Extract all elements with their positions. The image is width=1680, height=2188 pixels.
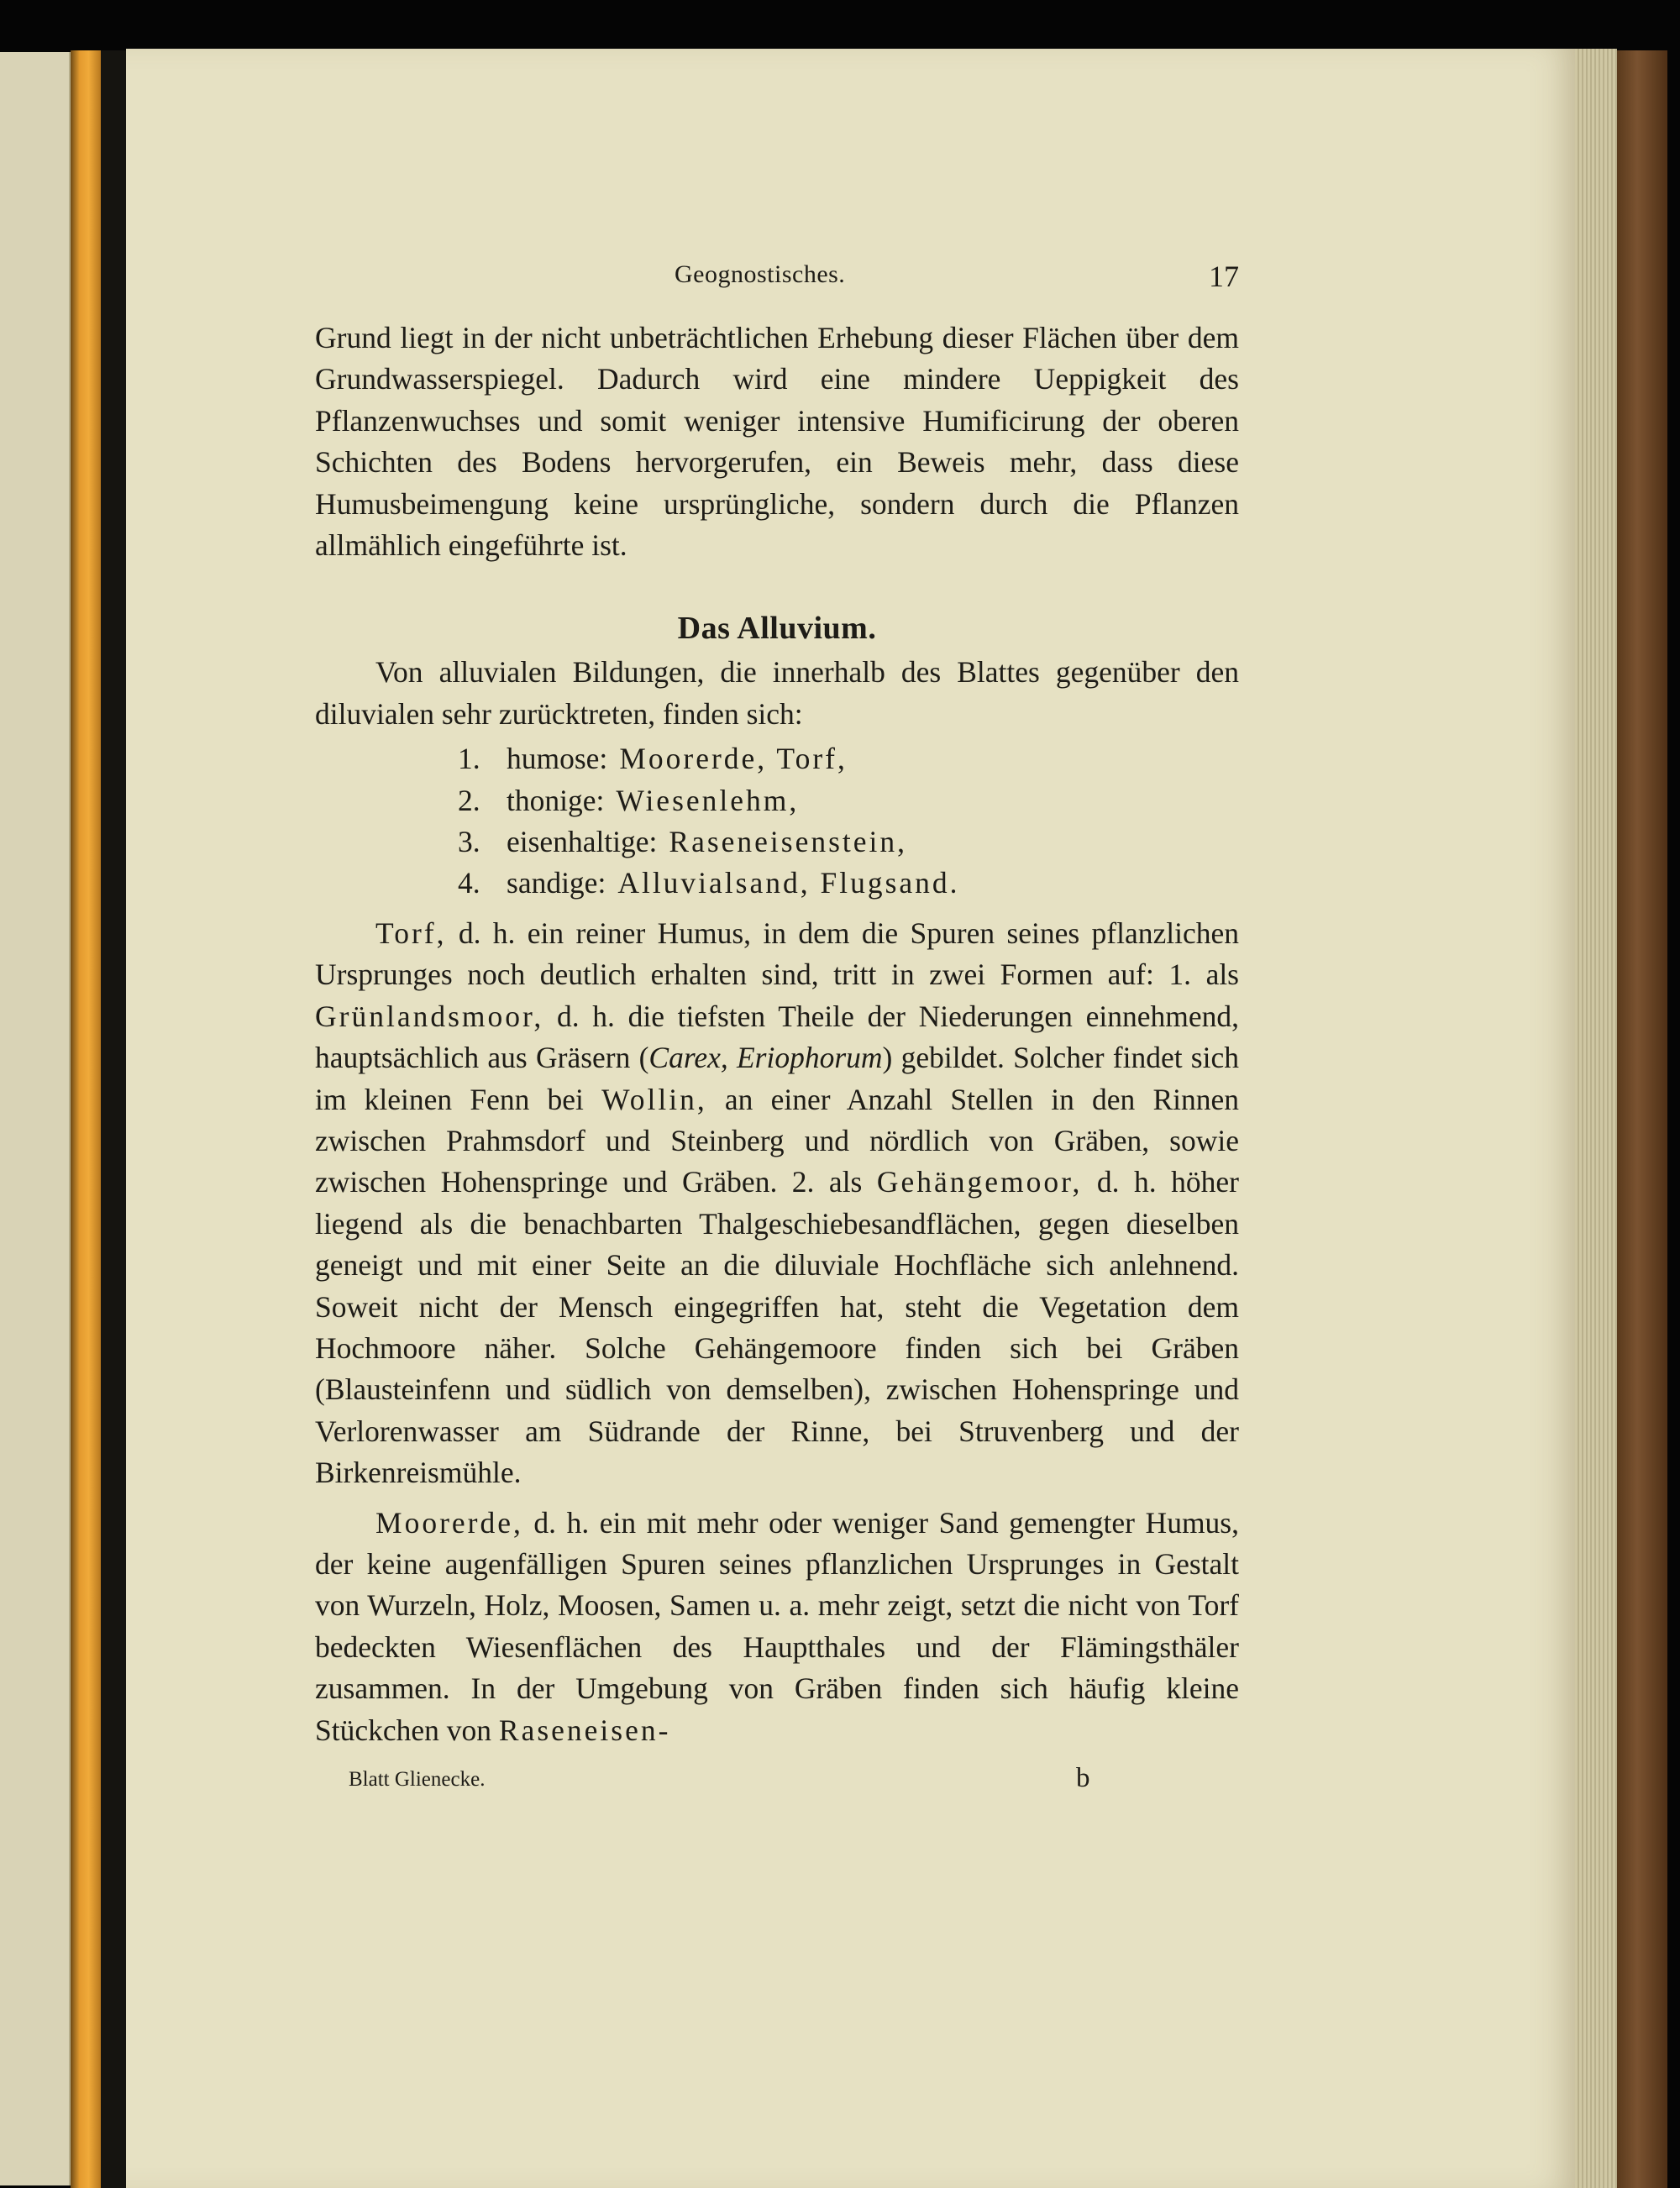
term-gehaengemoor: Gehängemoor, — [876, 1165, 1083, 1199]
list-item — [458, 821, 1239, 863]
list-number: 2. — [458, 783, 480, 817]
book-cover — [1617, 50, 1667, 2188]
moorerde-paragraph — [315, 1503, 1239, 1751]
binding-gutter — [71, 50, 101, 2188]
list-types: Wiesenlehm, — [616, 783, 800, 817]
list-types: Moorerde, Torf, — [619, 742, 848, 776]
list-number: 4. — [458, 866, 480, 900]
list-types: Raseneisenstein, — [669, 825, 908, 859]
term-raseneisen: Raseneisen- — [498, 1713, 671, 1747]
term-gruenlandsmoor: Grünlandsmoor, — [315, 999, 544, 1033]
list-kind: eisenhaltige: — [507, 825, 658, 859]
section-intro: Von alluvialen Bildungen, die innerhalb des Blattes gegenüber den diluvialen sehr zurücktreten, finden sich: — [315, 655, 1239, 731]
page-text-block — [315, 252, 1239, 1797]
genus-names: Carex, Eriophorum — [648, 1041, 883, 1075]
text-run: d. h. höher liegend als die benachbarten Thalgeschiebesandflächen, gegen dieselben geneigt und mit einer Seite an die diluviale Hochfläche sich anlehnend. Soweit nicht der Mensch eingegriffen hat, steht die Vegetation dem Hochmoore näher. Solche Gehängemoore finden sich bei Gräben (Blausteinfenn und südlich von demselben), zwischen Hohenspringe und Verlorenwasser am Südrande der Rinne, bei Struvenberg und der Birkenreismühle. — [315, 1165, 1239, 1490]
list-number: 1. — [458, 742, 480, 776]
list-item — [458, 863, 1239, 904]
printer-signature: b — [1076, 1763, 1090, 1793]
text-run: d. h. ein mit mehr oder weniger Sand gemengter Humus, der keine augenfälligen Spuren seines pflanzlichen Ursprunges in Gestalt von Wurzeln, Holz, Moosen, Samen u. a. mehr zeigt, setzt die nicht von Torf bedeckten Wiesenflächen des Hauptthales und der Flämingsthäler zusammen. In der Umgebung von Gräben finden sich häufig kleine Stückchen von — [315, 1505, 1239, 1747]
page-footer — [315, 1763, 1239, 1797]
running-head — [315, 252, 1239, 294]
previous-page-edge — [0, 52, 71, 2185]
page-number: 17 — [1209, 260, 1239, 293]
section-title: Das Alluvium. — [677, 611, 877, 647]
intro-paragraph: Grund liegt in der nicht unbeträchtlichen Erhebung dieser Flächen über dem Grundwasserspiegel. Dadurch wird eine mindere Ueppigkeit des Pflanzenwuchses und somit weniger intensive Humificirung der oberen Schichten des Bodens hervorgerufen, ein Beweis mehr, dass diese Humusbeimengung keine ursprüngliche, sondern durch die Pflanzen allmählich eingeführte ist. — [315, 321, 1239, 563]
term-moorerde: Moorerde, — [375, 1505, 523, 1540]
text-run: ) gebildet. Solcher findet sich im kleinen Fenn bei — [315, 1041, 1239, 1116]
sheet-name: Blatt Glienecke. — [349, 1768, 486, 1791]
list-types: Alluvialsand, Flugsand. — [617, 866, 960, 900]
text-run: an einer Anzahl Stellen in den Rinnen zwischen Prahmsdorf und Steinberg und nördlich von Gräben, sowie zwischen Hohenspringe und Gräben. 2. als — [315, 1082, 1239, 1199]
text-run: d. h. die tiefsten Theile der Niederungen einnehmend, hauptsächlich aus Gräsern ( — [315, 999, 1239, 1075]
running-title: Geognostisches. — [675, 260, 846, 288]
gutter-shadow — [101, 50, 128, 2188]
list-item — [458, 780, 1239, 821]
place-wollin: Wollin, — [601, 1082, 707, 1116]
page-edges — [1575, 49, 1617, 2188]
formation-list — [458, 738, 1239, 905]
list-item — [458, 738, 1239, 779]
list-kind: thonige: — [507, 783, 605, 817]
term-torf: Torf, — [375, 916, 447, 950]
text-run: d. h. ein reiner Humus, in dem die Spuren seines pflanzlichen Ursprunges noch deutlich erhalten sind, tritt in zwei Formen auf: 1. als — [315, 916, 1239, 992]
torf-paragraph — [315, 913, 1239, 1494]
list-number: 3. — [458, 825, 480, 859]
list-kind: humose: — [507, 742, 608, 776]
list-kind: sandige: — [507, 866, 606, 900]
